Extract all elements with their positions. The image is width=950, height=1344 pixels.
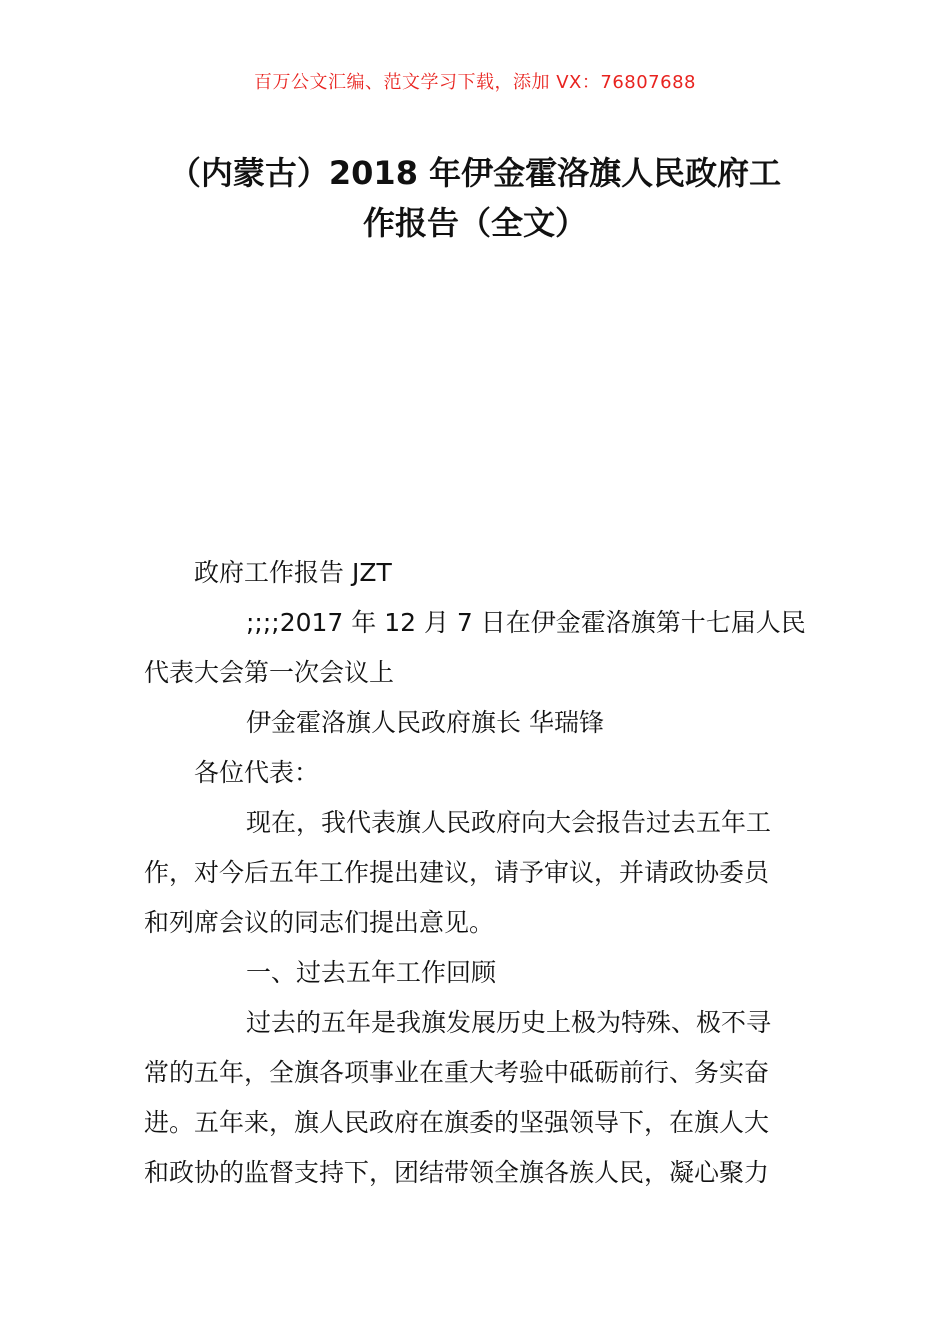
report-label: 政府工作报告 JZT [194, 558, 392, 587]
paragraph-line: 常的五年，全旗各项事业在重大考验中砥砺前行、务实奋 [144, 1058, 770, 1087]
speaker-line: 伊金霍洛旗人民政府旗长 华瑞锋 [246, 708, 604, 737]
salutation: 各位代表： [194, 758, 320, 787]
meeting-date-line-cont: 代表大会第一次会议上 [144, 658, 395, 687]
section-heading: 一、过去五年工作回顾 [246, 958, 497, 987]
header-note: 百万公文汇编、范文学习下载，添加 VX：76807688 [254, 72, 696, 93]
document-title-line-1: （内蒙古）2018 年伊金霍洛旗人民政府工 [168, 154, 782, 192]
paragraph-line: 现在，我代表旗人民政府向大会报告过去五年工 [246, 808, 772, 837]
document-title [140, 148, 810, 248]
paragraph-line: 过去的五年是我旗发展历史上极为特殊、极不寻 [246, 1008, 772, 1037]
paragraph-line: 作，对今后五年工作提出建议，请予审议，并请政协委员 [144, 858, 770, 887]
paragraph-line: 和政协的监督支持下，团结带领全旗各族人民，凝心聚力 [144, 1158, 770, 1187]
paragraph-line: 进。五年来，旗人民政府在旗委的坚强领导下，在旗人大 [144, 1108, 770, 1137]
paragraph-line: 和列席会议的同志们提出意见。 [144, 908, 495, 937]
meeting-date-line: ;;;;2017 年 12 月 7 日在伊金霍洛旗第十七届人民 [246, 608, 806, 637]
document-title-line-2: 作报告（全文） [362, 204, 587, 242]
